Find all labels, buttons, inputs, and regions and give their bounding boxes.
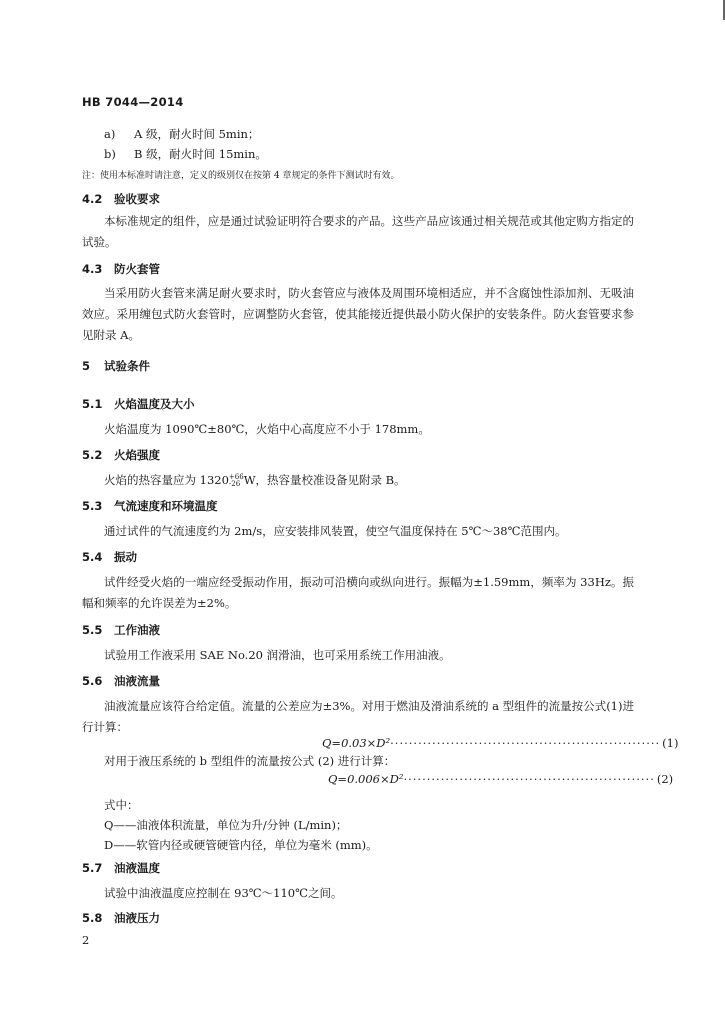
section-5-6-paragraph: 油液流量应该符合给定值。流量的公差应为±3%。对用于燃油及滑油系统的 a 型组件的流量按公式(1)进行计算： xyxy=(82,699,634,734)
standard-number: HB 7044—2014 xyxy=(82,95,184,109)
section-heading-5-6: 5.6 油液流量 xyxy=(82,674,160,688)
formula-2: Q=0.006×D²······················································ (2) xyxy=(328,772,674,786)
section-heading-4-2: 4.2 验收要求 xyxy=(82,192,160,206)
formula-bridge-text: 对用于液压系统的 b 型组件的流量按公式 (2) 进行计算： xyxy=(104,754,396,768)
section-heading-5-7: 5.7 油液温度 xyxy=(82,861,160,875)
where-label: 式中： xyxy=(104,798,139,812)
section-heading-5: 5 试验条件 xyxy=(82,359,150,373)
section-4-3-paragraph: 当采用防火套管来满足耐火要求时，防火套管应与液体及周围环境相适应，并不含腐蚀性添加剂、无吸油效应。采用缠包式防火套管时，应调整防火套管，使其能接近提供最小防火保护的安装条件。防火套管要求参见附录 A。 xyxy=(82,286,634,342)
note-text: 注：使用本标准时请注意，定义的级别仅在按第 4 章规定的条件下测试时有效。 xyxy=(82,171,400,181)
section-heading-4-3: 4.3 防火套管 xyxy=(82,262,160,276)
section-5-4-paragraph: 试件经受火焰的一端应经受振动作用，振动可沿横向或纵向进行。振幅为±1.59mm，频率为 33Hz。振幅和频率的允许误差为±2%。 xyxy=(82,575,634,610)
section-heading-5-1: 5.1 火焰温度及大小 xyxy=(82,397,195,411)
section-heading-5-5: 5.5 工作油液 xyxy=(82,623,160,637)
section-5-7-paragraph: 试验中油液温度应控制在 93℃～110℃之间。 xyxy=(104,886,343,900)
list-item-b: b) B 级，耐火时间 15min。 xyxy=(104,147,267,161)
formula-1: Q=0.03×D²·························································· (1) xyxy=(322,736,679,750)
section-5-1-paragraph: 火焰温度为 1090℃±80℃，火焰中心高度应不小于 178mm。 xyxy=(104,422,430,436)
definition-q: Q——油液体积流量，单位为升/分钟 (L/min)； xyxy=(104,818,348,832)
section-heading-5-2: 5.2 火焰强度 xyxy=(82,448,160,462)
list-item-a: a) A 级，耐火时间 5min； xyxy=(104,127,260,141)
section-4-2-paragraph: 本标准规定的组件，应是通过试验证明符合要求的产品。这些产品应该通过相关规范或其他定购方指定的试验。 xyxy=(82,214,634,249)
section-5-3-paragraph: 通过试件的气流速度约为 2m/s，应安装排风装置，使空气温度保持在 5℃～38℃范围内。 xyxy=(104,524,567,538)
section-heading-5-8: 5.8 油液压力 xyxy=(82,911,160,925)
section-5-5-paragraph: 试验用工作液采用 SAE No.20 润滑油，也可采用系统工作用油液。 xyxy=(104,648,451,662)
section-heading-5-3: 5.3 气流速度和环境温度 xyxy=(82,499,218,513)
definition-d: D——软管内径或硬管硬管内径，单位为毫米 (mm)。 xyxy=(104,838,378,852)
page-number: 2 xyxy=(82,933,90,947)
section-heading-5-4: 5.4 振动 xyxy=(82,550,137,564)
section-5-2-paragraph: 火焰的热容量应为 1320 +66 -26 W，热容量校准设备见附录 B。 xyxy=(104,473,406,488)
